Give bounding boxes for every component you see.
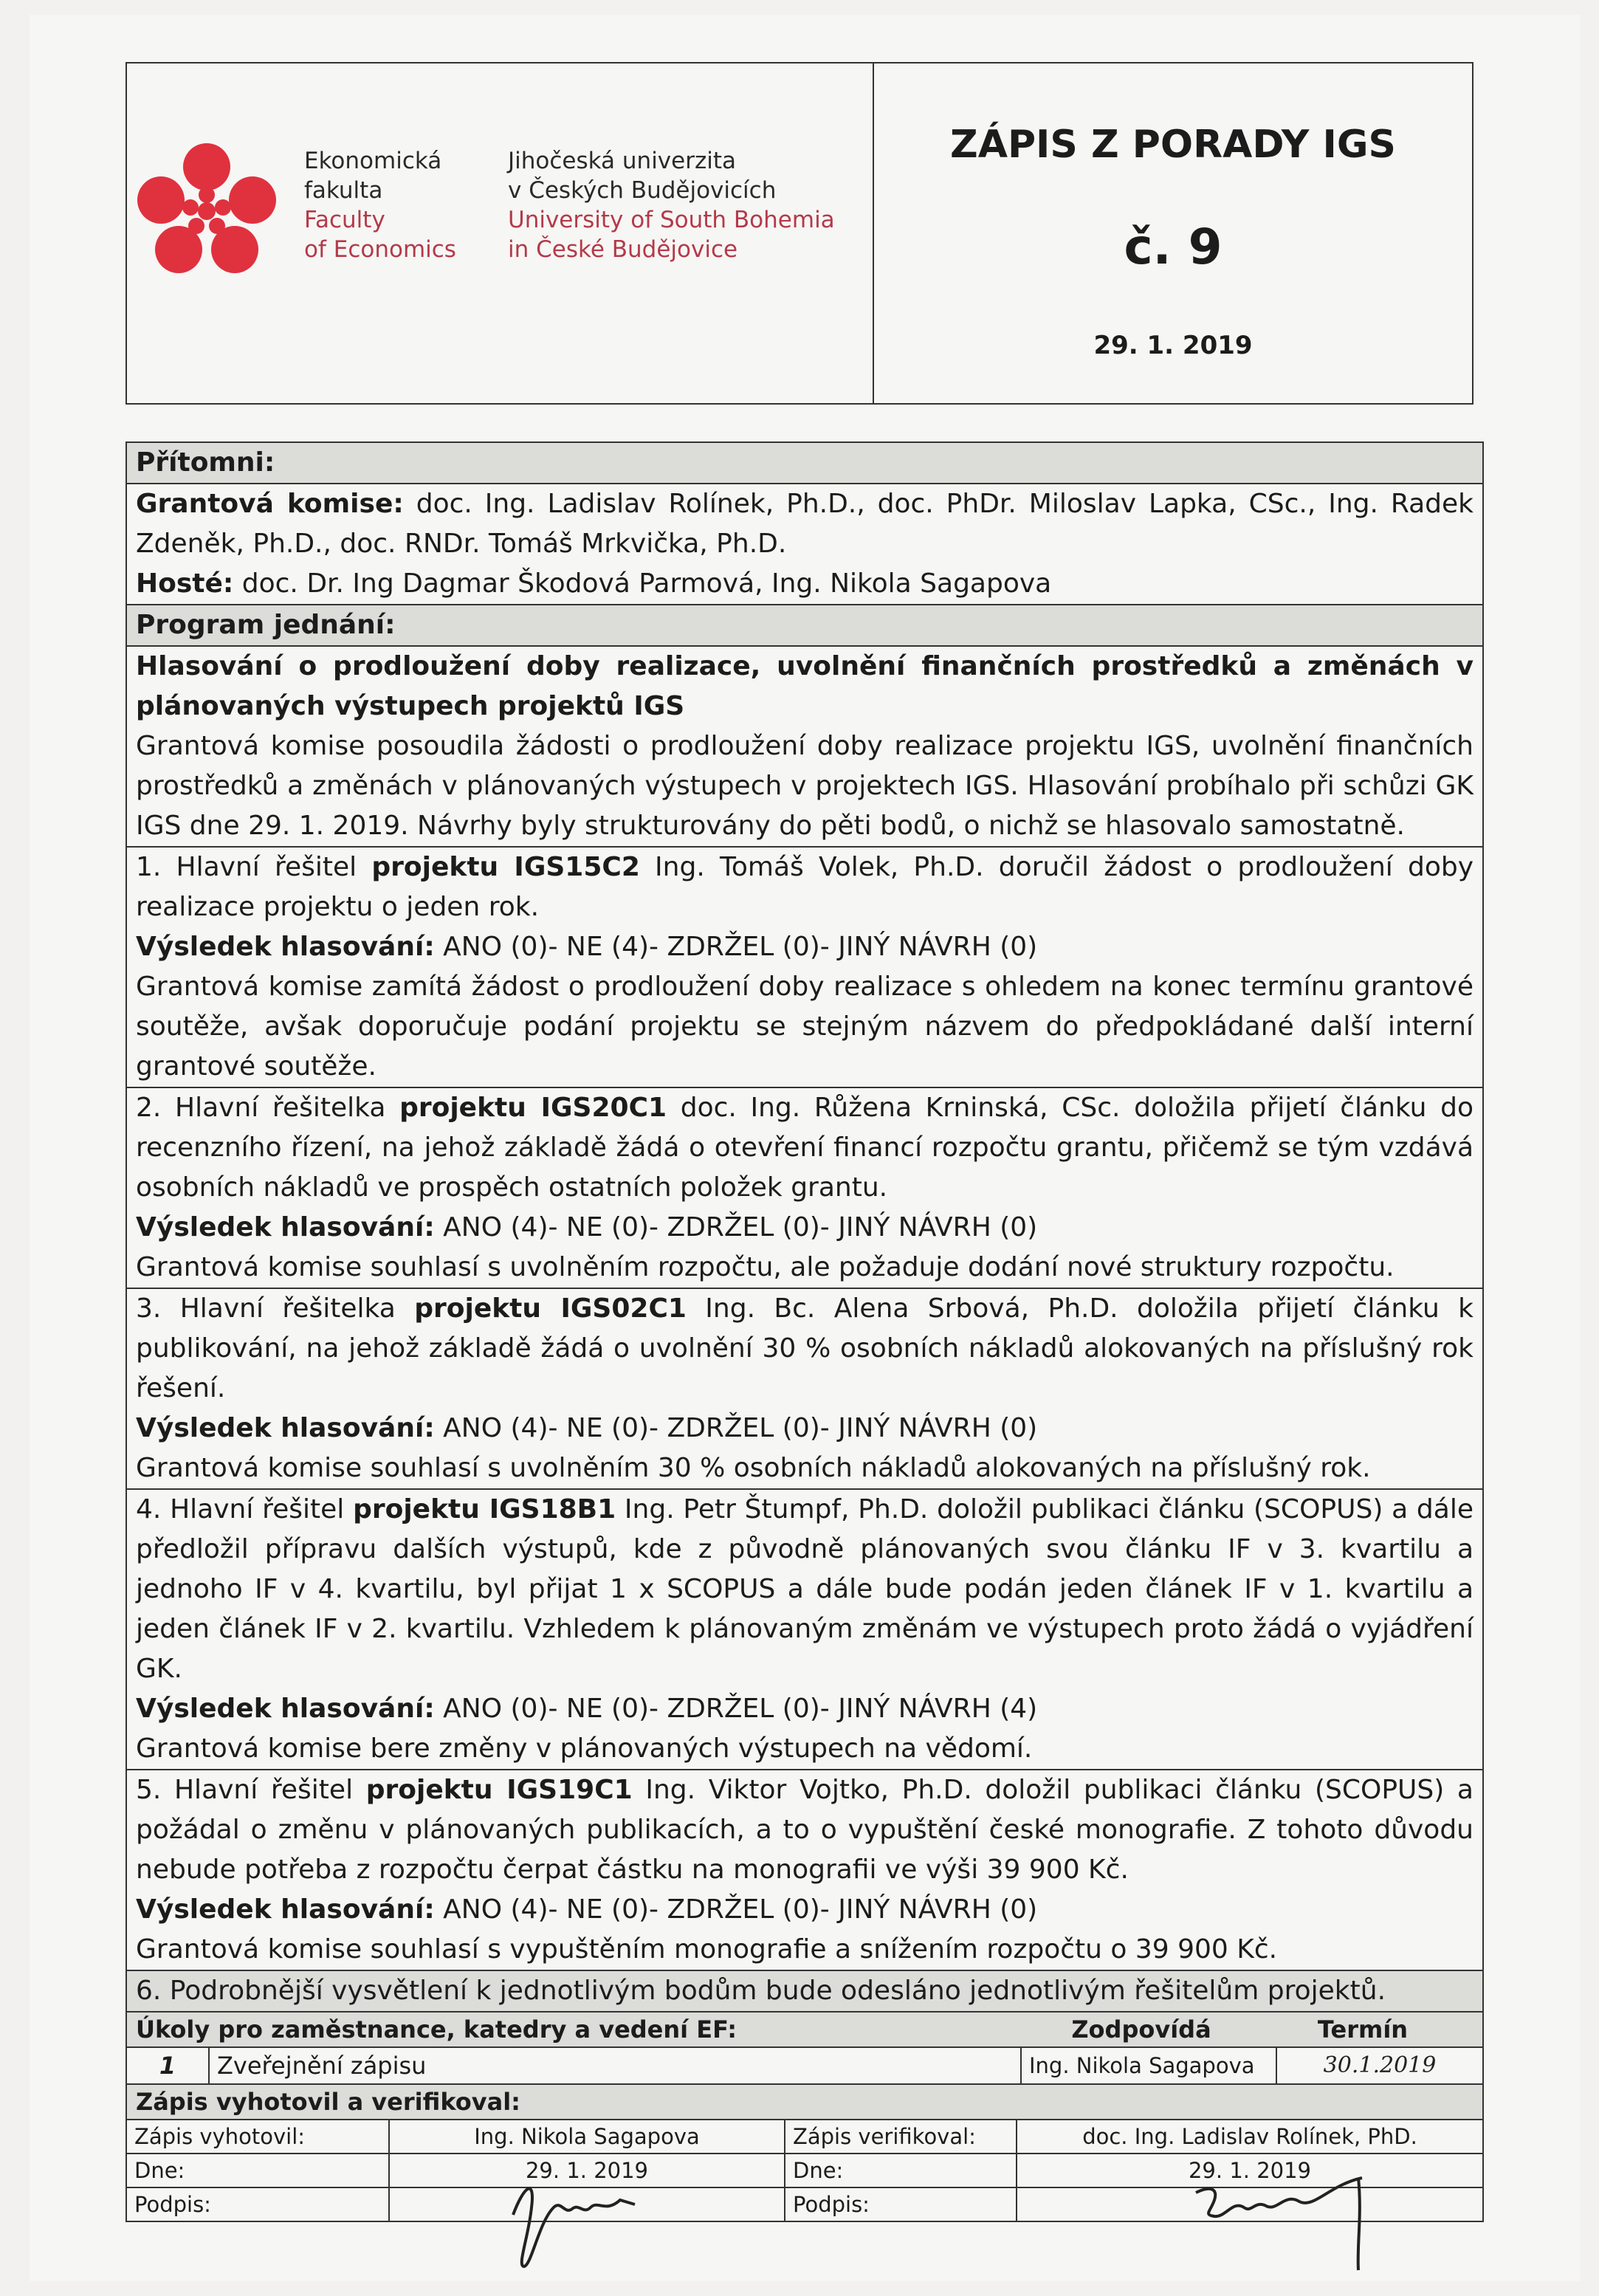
program-heading: Program jednání:: [127, 605, 1482, 647]
task-responsible: Ing. Nikola Sagapova: [1022, 2048, 1277, 2083]
item-project: projektu IGS18B1: [353, 1494, 616, 1525]
verified-name: doc. Ing. Ladislav Rolínek, PhD.: [1017, 2120, 1482, 2154]
item-request-text: doc. Ing. Růžena Krninská, CSc. doložila přijetí článku do recenzního řízení, na jehož základě žádá o otevření financí rozpočtu grantu, přičemž se tým vzdává osobních nákladů ve prospěch ostatních položek grantu.: [136, 1093, 1474, 1203]
agenda-item-5: [127, 1770, 1482, 1971]
item-project: projektu IGS19C1: [365, 1775, 633, 1805]
faculty-cs-line2: fakulta: [304, 177, 383, 204]
topic-text: Grantová komise posoudila žádosti o prodloužení doby realizace projektu IGS, uvolnění finančních prostředků a změnách v plánovaných výstupech v projektech IGS. Hlasování probíhalo při schůzi GK IGS dne 29. 1. 2019. Návrhy byly strukturovány do pěti bodů, o nichž se hlasovalo samostatně.: [136, 731, 1474, 841]
item-request: [136, 1289, 1474, 1409]
signature-prepared: [502, 2156, 642, 2274]
item-decision: Grantová komise bere změny v plánovaných výstupech na vědomí.: [136, 1733, 1033, 1764]
tasks-section: [127, 2013, 1482, 2085]
item-request: [136, 1770, 1474, 1890]
agenda-item-6: 6. Podrobnější vysvětlení k jednotlivým bodům bude odesláno jednotlivým řešitelům projektů.: [127, 1971, 1482, 2013]
document-header: [125, 62, 1474, 405]
prepared-label: Zápis vyhotovil:: [127, 2120, 390, 2154]
university-name: [508, 146, 835, 264]
col-deadline: Termín: [1317, 2015, 1409, 2044]
document-title: ZÁPIS Z PORADY IGS: [950, 123, 1396, 167]
present-heading: Přítomni:: [127, 443, 1482, 484]
vote-label: Výsledek hlasování:: [136, 1894, 435, 1925]
program-section: [127, 647, 1482, 848]
guests-names: doc. Dr. Ing Dagmar Škodová Parmová, Ing. Nikola Sagapova: [241, 568, 1052, 599]
task-number: 1: [127, 2048, 210, 2083]
item-prefix: 2. Hlavní řešitelka: [136, 1093, 400, 1123]
vote-result: ANO (0)- NE (0)- ZDRŽEL (0)- JINÝ NÁVRH (4): [434, 1694, 1038, 1724]
faculty-en-line2: of Economics: [304, 236, 456, 263]
item-prefix: 1. Hlavní řešitel: [136, 852, 372, 882]
agenda-item-1: [127, 848, 1482, 1088]
uni-en-line1: University of South Bohemia: [508, 207, 835, 233]
uni-en-line2: in České Budějovice: [508, 236, 738, 263]
item-vote: [136, 1890, 1474, 1930]
item-vote: [136, 1689, 1474, 1729]
guests-line: [136, 564, 1474, 604]
item-request-text: Ing. Viktor Vojtko, Ph.D. doložil publikaci článku (SCOPUS) a požádal o změnu v plánovaných publikacích, a to o vypuštění české monografie. Z tohoto důvodu nebude potřeba z rozpočtu čerpat částku na monografii ve výši 39 900 Kč.: [136, 1775, 1474, 1885]
vote-label: Výsledek hlasování:: [136, 1694, 435, 1724]
verification-heading: Zápis vyhotovil a verifikoval:: [127, 2085, 1482, 2120]
minutes-table: [125, 441, 1484, 2222]
task-row: [127, 2048, 1482, 2083]
item-request-text: Ing. Petr Štumpf, Ph.D. doložil publikaci článku (SCOPUS) a dále předložil přípravu dalších výstupů, kde z původně plánovaných svou článku IF v 3. kvartilu a jednoho IF v 4. kvartilu, byl přijat 1 x SCOPUS a dále bude podán jeden článek IF v 1. kvartilu a jeden článek IF v 2. kvartilu. Vzhledem k plánovaným změnám ve výstupech proto žádá o vyjádření GK.: [136, 1494, 1474, 1684]
item-prefix: 4. Hlavní řešitel: [136, 1494, 354, 1525]
committee-label: Grantová komise:: [136, 489, 404, 519]
item-project: projektu IGS20C1: [399, 1093, 667, 1123]
date-label-verified: Dne:: [785, 2154, 1017, 2188]
header-logo-cell: [127, 63, 874, 403]
tasks-header: [127, 2013, 1482, 2048]
item-project: projektu IGS02C1: [414, 1293, 687, 1324]
item-request-text: Ing. Bc. Alena Srbová, Ph.D. doložila přijetí článku k publikování, na jehož základě žádá o uvolnění 30 % osobních nákladů alokovaných na příslušný rok řešení.: [136, 1293, 1474, 1403]
sign-label-verified: Podpis:: [785, 2188, 1017, 2221]
document-date: 29. 1. 2019: [1093, 331, 1253, 360]
item-vote: [136, 927, 1474, 967]
vote-label: Výsledek hlasování:: [136, 932, 435, 962]
vote-result: ANO (4)- NE (0)- ZDRŽEL (0)- JINÝ NÁVRH (0): [434, 1212, 1038, 1242]
vote-result: ANO (4)- NE (0)- ZDRŽEL (0)- JINÝ NÁVRH (0): [434, 1413, 1038, 1443]
agenda-item-4: [127, 1490, 1482, 1770]
item-decision: Grantová komise souhlasí s vypuštěním monografie a snížením rozpočtu o 39 900 Kč.: [136, 1934, 1278, 1965]
item-decision: Grantová komise souhlasí s uvolněním 30 % osobních nákladů alokovaných na příslušný rok.: [136, 1453, 1371, 1483]
tasks-heading: Úkoly pro zaměstnance, katedry a vedení EF:: [136, 2015, 737, 2044]
item-project: projektu IGS15C2: [371, 852, 640, 882]
present-section: [127, 484, 1482, 605]
date-label-prepared: Dne:: [127, 2154, 390, 2188]
item-vote: [136, 1409, 1474, 1448]
topic-title: Hlasování o prodloužení doby realizace, uvolnění finančních prostředků a změnách v plánovaných výstupech projektů IGS: [136, 651, 1474, 721]
vote-result: ANO (0)- NE (4)- ZDRŽEL (0)- JINÝ NÁVRH (0): [434, 932, 1038, 962]
faculty-en-line1: Faculty: [304, 207, 385, 233]
uni-cs-line2: v Českých Budějovicích: [508, 177, 777, 204]
item-decision: Grantová komise zamítá žádost o prodloužení doby realizace s ohledem na konec termínu grantové soutěže, avšak doporučuje podání projektu se stejným názvem do předpokládané další interní grantové soutěže.: [136, 972, 1474, 1082]
item-vote: [136, 1208, 1474, 1248]
sign-label-prepared: Podpis:: [127, 2188, 390, 2221]
item-request: [136, 1490, 1474, 1689]
signature-verified: [1181, 2170, 1373, 2274]
guests-label: Hosté:: [136, 568, 234, 599]
item-decision: Grantová komise souhlasí s uvolněním rozpočtu, ale požaduje dodání nové struktury rozpočtu.: [136, 1252, 1395, 1282]
agenda-item-3: [127, 1289, 1482, 1490]
header-title-cell: [874, 63, 1472, 403]
item-request-text: Ing. Tomáš Volek, Ph.D. doručil žádost o prodloužení doby realizace projektu o jeden rok.: [136, 852, 1474, 922]
task-description: Zveřejnění zápisu: [210, 2048, 1022, 2083]
verified-label: Zápis verifikoval:: [785, 2120, 1017, 2154]
document-number: č. 9: [1124, 219, 1223, 275]
date-verified: 29. 1. 2019: [1017, 2154, 1482, 2188]
faculty-cs-line1: Ekonomická: [304, 148, 442, 174]
agenda-item-2: [127, 1088, 1482, 1289]
uni-cs-line1: Jihočeská univerzita: [508, 148, 737, 174]
task-deadline: 30.1.2019: [1323, 2052, 1437, 2078]
committee-names: doc. Ing. Ladislav Rolínek, Ph.D., doc. PhDr. Miloslav Lapka, CSc., Ing. Radek Zdeněk, Ph.D., doc. RNDr. Tomáš Mrkvička, Ph.D.: [136, 489, 1474, 559]
item-prefix: 5. Hlavní řešitel: [136, 1775, 366, 1805]
item-prefix: 3. Hlavní řešitelka: [136, 1293, 415, 1324]
vote-label: Výsledek hlasování:: [136, 1413, 435, 1443]
prepared-name: Ing. Nikola Sagapova: [390, 2120, 785, 2154]
faculty-name: [304, 146, 456, 264]
vote-label: Výsledek hlasování:: [136, 1212, 435, 1242]
vote-result: ANO (4)- NE (0)- ZDRŽEL (0)- JINÝ NÁVRH (0): [434, 1894, 1038, 1925]
committee-line: [136, 484, 1474, 564]
item-request: [136, 1088, 1474, 1208]
university-logo-icon: [133, 137, 281, 285]
item-request: [136, 848, 1474, 927]
col-responsible: Zodpovídá: [1071, 2015, 1211, 2044]
date-prepared: 29. 1. 2019: [390, 2154, 785, 2188]
